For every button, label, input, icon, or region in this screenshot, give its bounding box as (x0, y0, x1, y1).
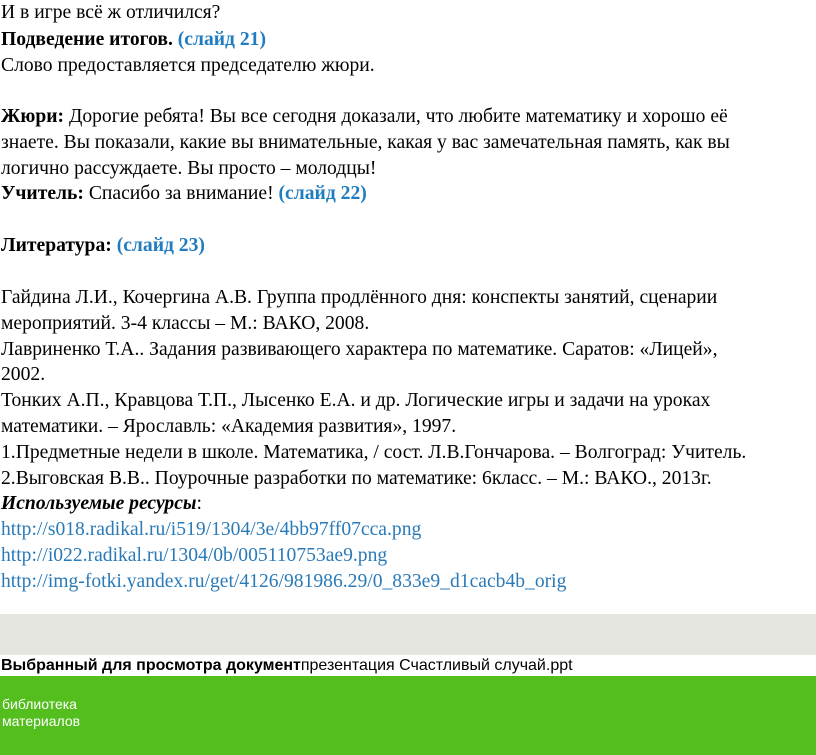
slide-ref: (слайд 22) (278, 183, 367, 204)
slide-ref: (слайд 23) (116, 235, 205, 256)
reference-line: 2002. (1, 364, 46, 385)
reference-line: 2.Выговская В.В.. Поурочные разработки по математике: 6класс. – М.: ВАКО., 2013г. (1, 468, 712, 489)
resource-link[interactable]: http://img-fotki.yandex.ru/get/4126/981986.29/0_833e9_d1cacb4b_orig (1, 571, 567, 592)
library-label-line: библиотека (2, 696, 77, 712)
text-line: логично рассуждаете. Вы просто – молодцы! (1, 158, 377, 179)
reference-line: 1.Предметные недели в школе. Математика, / сост. Л.В.Гончарова. – Волгоград: Учитель. (1, 442, 747, 463)
summary-heading: Подведение итогов. (1, 29, 173, 50)
resources-line (1, 491, 202, 517)
text-line: знаете. Вы показали, какие вы внимательные, какая у вас замечательная память, как вы (1, 132, 730, 153)
library-banner (0, 676, 816, 755)
selected-document-file[interactable]: презентация Счастливый случай.ppt (300, 657, 573, 674)
library-label-line: материалов (2, 713, 81, 729)
resources-colon: : (196, 493, 202, 514)
reference-line: мероприятий. 3-4 классы – М.: ВАКО, 2008. (1, 313, 370, 334)
reference-line: математики. – Ярославль: «Академия развития», 1997. (1, 416, 457, 437)
jury-text: Дорогие ребята! Вы все сегодня доказали, что любите математику и хорошо её (64, 106, 728, 127)
slide-ref: (слайд 21) (177, 29, 266, 50)
text-line: И в игре всё ж отличился? (1, 2, 221, 23)
selected-document-caption (0, 655, 816, 676)
selected-document-label: Выбранный для просмотра документ (1, 657, 301, 674)
resource-link[interactable]: http://i022.radikal.ru/1304/0b/005110753ae9.png (1, 545, 388, 566)
link-line (1, 543, 387, 569)
literature-line (1, 233, 205, 259)
jury-line (1, 104, 728, 130)
summary-line (1, 27, 266, 53)
library-link[interactable] (2, 696, 80, 730)
jury-label: Жюри: (1, 106, 65, 127)
link-line (1, 569, 566, 595)
resources-label: Используемые ресурсы (1, 493, 197, 514)
teacher-text: Спасибо за внимание! (83, 183, 279, 204)
reference-line: Гайдина Л.И., Кочергина А.В. Группа продлённого дня: конспекты занятий, сценарии (1, 287, 718, 308)
literature-label: Литература: (1, 235, 112, 256)
separator-band (0, 614, 816, 655)
resource-link[interactable]: http://s018.radikal.ru/i519/1304/3e/4bb97ff07cca.png (1, 519, 422, 540)
text-line: Слово предоставляется председателю жюри. (1, 55, 375, 76)
reference-line: Лавриненко Т.А.. Задания развивающего характера по математике. Саратов: «Лицей», (1, 339, 718, 360)
link-line (1, 517, 421, 543)
reference-line: Тонких А.П., Кравцова Т.П., Лысенко Е.А. и др. Логические игры и задачи на уроках (1, 390, 711, 411)
teacher-label: Учитель: (1, 183, 84, 204)
teacher-line (1, 181, 367, 207)
